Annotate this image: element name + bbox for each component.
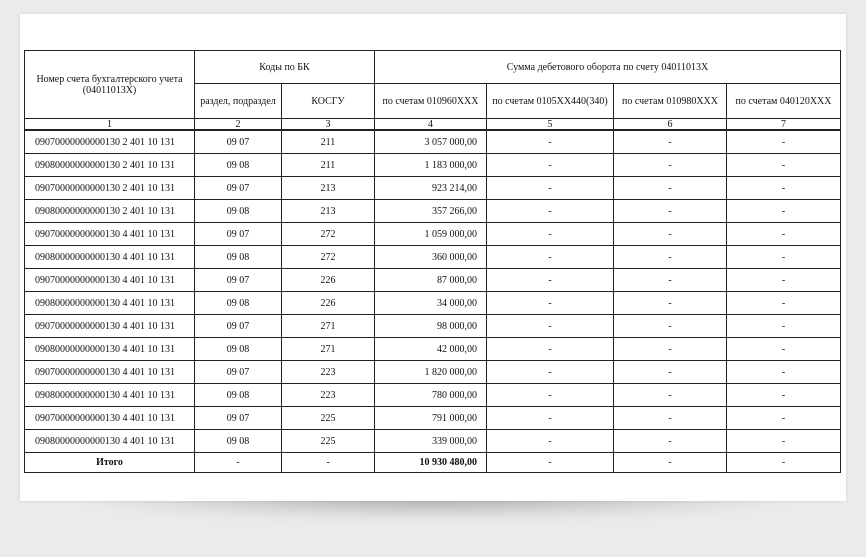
- col7-cell: -: [727, 292, 841, 315]
- amount-cell: 3 057 000,00: [375, 130, 487, 154]
- column-number: 4: [375, 119, 487, 131]
- account-number-cell: 09080000000000130 2 401 10 131: [25, 200, 195, 223]
- amount-cell: 1 183 000,00: [375, 154, 487, 177]
- account-number-cell: 09080000000000130 4 401 10 131: [25, 246, 195, 269]
- section-cell: 09 07: [195, 177, 282, 200]
- account-number-cell: 09080000000000130 4 401 10 131: [25, 430, 195, 453]
- col6-cell: -: [614, 338, 727, 361]
- col5-cell: -: [487, 223, 614, 246]
- total-amount: 10 930 480,00: [375, 453, 487, 473]
- account-number-cell: 09080000000000130 2 401 10 131: [25, 154, 195, 177]
- col6-cell: -: [614, 430, 727, 453]
- account-number-cell: 09080000000000130 4 401 10 131: [25, 338, 195, 361]
- col5-cell: -: [487, 384, 614, 407]
- col7-cell: -: [727, 315, 841, 338]
- kosgu-cell: 271: [282, 338, 375, 361]
- amount-cell: 357 266,00: [375, 200, 487, 223]
- account-number-cell: 09080000000000130 4 401 10 131: [25, 384, 195, 407]
- amount-cell: 339 000,00: [375, 430, 487, 453]
- amount-cell: 780 000,00: [375, 384, 487, 407]
- account-number-cell: 09070000000000130 2 401 10 131: [25, 130, 195, 154]
- table-row: [25, 246, 841, 269]
- col6-cell: -: [614, 292, 727, 315]
- col6-cell: -: [614, 315, 727, 338]
- table-row: [25, 407, 841, 430]
- col5-cell: -: [487, 130, 614, 154]
- total-col5: -: [487, 453, 614, 473]
- col7-cell: -: [727, 384, 841, 407]
- header-bk-codes: Коды по БК: [195, 51, 375, 84]
- amount-cell: 42 000,00: [375, 338, 487, 361]
- column-number: 2: [195, 119, 282, 131]
- col7-cell: -: [727, 223, 841, 246]
- kosgu-cell: 213: [282, 200, 375, 223]
- col7-cell: -: [727, 130, 841, 154]
- column-number: 6: [614, 119, 727, 131]
- account-number-cell: 09070000000000130 4 401 10 131: [25, 315, 195, 338]
- header-acc-0105: по счетам 0105ХХ440(340): [487, 84, 614, 119]
- kosgu-cell: 226: [282, 292, 375, 315]
- col7-cell: -: [727, 154, 841, 177]
- kosgu-cell: 272: [282, 223, 375, 246]
- column-number: 1: [25, 119, 195, 131]
- col6-cell: -: [614, 407, 727, 430]
- kosgu-cell: 271: [282, 315, 375, 338]
- col5-cell: -: [487, 361, 614, 384]
- kosgu-cell: 223: [282, 361, 375, 384]
- table-row: [25, 338, 841, 361]
- col7-cell: -: [727, 269, 841, 292]
- col6-cell: -: [614, 246, 727, 269]
- account-number-cell: 09070000000000130 4 401 10 131: [25, 269, 195, 292]
- document-sheet: [20, 14, 846, 501]
- kosgu-cell: 211: [282, 154, 375, 177]
- total-label: Итого: [25, 453, 195, 473]
- col5-cell: -: [487, 292, 614, 315]
- section-cell: 09 08: [195, 430, 282, 453]
- col5-cell: -: [487, 338, 614, 361]
- col7-cell: -: [727, 361, 841, 384]
- account-number-cell: 09070000000000130 4 401 10 131: [25, 407, 195, 430]
- table-row: [25, 130, 841, 154]
- col5-cell: -: [487, 315, 614, 338]
- col5-cell: -: [487, 246, 614, 269]
- account-number-cell: 09070000000000130 4 401 10 131: [25, 223, 195, 246]
- section-cell: 09 08: [195, 154, 282, 177]
- section-cell: 09 07: [195, 315, 282, 338]
- col5-cell: -: [487, 154, 614, 177]
- col7-cell: -: [727, 246, 841, 269]
- column-number: 3: [282, 119, 375, 131]
- amount-cell: 791 000,00: [375, 407, 487, 430]
- section-cell: 09 07: [195, 130, 282, 154]
- section-cell: 09 08: [195, 384, 282, 407]
- header-account-number: Номер счета бухгалтерского учета (04011013Х): [25, 51, 195, 119]
- amount-cell: 98 000,00: [375, 315, 487, 338]
- amount-cell: 360 000,00: [375, 246, 487, 269]
- col5-cell: -: [487, 200, 614, 223]
- table-row: [25, 315, 841, 338]
- section-cell: 09 07: [195, 407, 282, 430]
- col6-cell: -: [614, 269, 727, 292]
- account-number-cell: 09080000000000130 4 401 10 131: [25, 292, 195, 315]
- kosgu-cell: 225: [282, 407, 375, 430]
- section-cell: 09 08: [195, 338, 282, 361]
- header-debit-turnover: Сумма дебетового оборота по счету 04011013Х: [375, 51, 841, 84]
- kosgu-cell: 211: [282, 130, 375, 154]
- col7-cell: -: [727, 200, 841, 223]
- header-acc-040120: по счетам 040120ХХХ: [727, 84, 841, 119]
- header-section: раздел, подраздел: [195, 84, 282, 119]
- total-col6: -: [614, 453, 727, 473]
- header-acc-010980: по счетам 010980ХХХ: [614, 84, 727, 119]
- table-row: [25, 384, 841, 407]
- header-kosgu: КОСГУ: [282, 84, 375, 119]
- col7-cell: -: [727, 430, 841, 453]
- amount-cell: 87 000,00: [375, 269, 487, 292]
- kosgu-cell: 223: [282, 384, 375, 407]
- col5-cell: -: [487, 269, 614, 292]
- col5-cell: -: [487, 177, 614, 200]
- amount-cell: 1 059 000,00: [375, 223, 487, 246]
- kosgu-cell: 213: [282, 177, 375, 200]
- total-section: -: [195, 453, 282, 473]
- section-cell: 09 08: [195, 292, 282, 315]
- table-row: [25, 430, 841, 453]
- col6-cell: -: [614, 154, 727, 177]
- amount-cell: 1 820 000,00: [375, 361, 487, 384]
- col5-cell: -: [487, 430, 614, 453]
- col7-cell: -: [727, 407, 841, 430]
- amount-cell: 923 214,00: [375, 177, 487, 200]
- table-row: [25, 269, 841, 292]
- section-cell: 09 08: [195, 200, 282, 223]
- amount-cell: 34 000,00: [375, 292, 487, 315]
- col6-cell: -: [614, 200, 727, 223]
- col6-cell: -: [614, 384, 727, 407]
- table-row: [25, 292, 841, 315]
- kosgu-cell: 226: [282, 269, 375, 292]
- section-cell: 09 07: [195, 361, 282, 384]
- col5-cell: -: [487, 407, 614, 430]
- table-row: [25, 361, 841, 384]
- col7-cell: -: [727, 177, 841, 200]
- col6-cell: -: [614, 130, 727, 154]
- col6-cell: -: [614, 177, 727, 200]
- col7-cell: -: [727, 338, 841, 361]
- kosgu-cell: 272: [282, 246, 375, 269]
- column-number: 7: [727, 119, 841, 131]
- table-row: [25, 154, 841, 177]
- table-row: [25, 200, 841, 223]
- total-kosgu: -: [282, 453, 375, 473]
- table-row: [25, 177, 841, 200]
- header-acc-010960: по счетам 010960ХХХ: [375, 84, 487, 119]
- total-col7: -: [727, 453, 841, 473]
- section-cell: 09 07: [195, 223, 282, 246]
- account-number-cell: 09070000000000130 4 401 10 131: [25, 361, 195, 384]
- section-cell: 09 07: [195, 269, 282, 292]
- column-number: 5: [487, 119, 614, 131]
- debit-turnover-table: [24, 50, 841, 473]
- total-row: [25, 453, 841, 473]
- col6-cell: -: [614, 223, 727, 246]
- col6-cell: -: [614, 361, 727, 384]
- section-cell: 09 08: [195, 246, 282, 269]
- table-row: [25, 223, 841, 246]
- kosgu-cell: 225: [282, 430, 375, 453]
- account-number-cell: 09070000000000130 2 401 10 131: [25, 177, 195, 200]
